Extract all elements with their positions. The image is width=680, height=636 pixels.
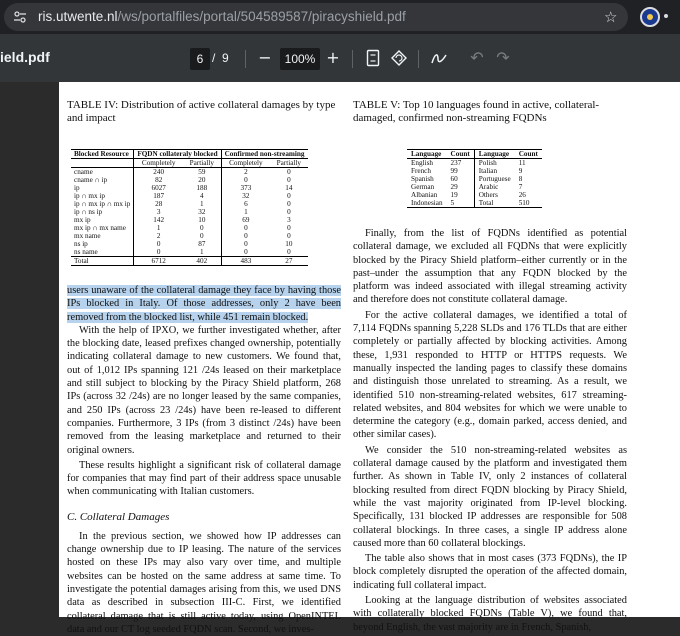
table5-cell: 11 bbox=[518, 159, 526, 167]
paragraph: With the help of IPXO, we further investigated whether, after the blocking date, leased prefixes changed ownership, potentially indicating collateral damage to new customers. We found that, out of 1,012 IPs spanning 121 /24s leased on their marketplace and still subject to blocking by the Piracy Shield platform, 268 IPs (across 32 /24s) are no longer leased by the same companies, and 250 IPs (across 23 /24s) have been re-leased to different companies. Furthermore, 3 IPs (from 3 distinct /24s) have been removed from the leasing marketplace and returned to their original owners. bbox=[67, 324, 341, 456]
table4-cell: 0 bbox=[244, 240, 248, 248]
table5-cell: Portuguese bbox=[478, 175, 511, 183]
text-selection[interactable]: users unaware of the collateral damage they face by having those IPs blocked in Italy. Of those addresses, only 2 have been removed from the blocked list, while 451 remain blocked. bbox=[67, 285, 341, 323]
fit-page-icon[interactable] bbox=[362, 46, 384, 70]
table5-cell: Indonesian bbox=[407, 199, 447, 208]
table4-cell: ns name bbox=[71, 248, 134, 257]
table5-cell: Albanian bbox=[411, 191, 438, 199]
table4-cell: 1 bbox=[244, 208, 248, 216]
table4-row bbox=[71, 184, 308, 192]
paragraph: Looking at the language distribution of websites associated with collaterally blocked FQDNs (Table V), we found that, beyond English, the vast majority are in French, Spanish, bbox=[353, 595, 627, 633]
zoom-out-button[interactable]: − bbox=[258, 48, 272, 67]
table4-cell: 1 bbox=[183, 248, 221, 257]
table4-cell: 10 bbox=[183, 216, 221, 224]
table4-cell: 188 bbox=[183, 184, 221, 192]
section-heading: C. Collateral Damages bbox=[67, 510, 170, 523]
table4-row bbox=[71, 240, 308, 248]
table5-cell: 7 bbox=[518, 183, 523, 191]
page-separator: / bbox=[212, 51, 216, 65]
table4-cell: 32 bbox=[183, 208, 221, 216]
zoom-in-button[interactable]: + bbox=[326, 48, 340, 67]
table5-header: Language bbox=[407, 150, 447, 159]
table4-cell: 28 bbox=[155, 200, 163, 208]
table4-cell: 0 bbox=[287, 248, 291, 256]
table5-cell: 5 bbox=[447, 199, 475, 208]
table5-cell: 29 bbox=[447, 183, 475, 191]
table4-row bbox=[71, 208, 308, 216]
table4-cell: 0 bbox=[183, 224, 221, 232]
table4-cell: mx name bbox=[71, 232, 134, 240]
table4-cell: 0 bbox=[156, 248, 161, 256]
table5-cell: Others bbox=[478, 191, 498, 199]
paragraph: In the previous section, we showed how IP addresses can change ownership due to IP leasing. The nature of the services hosted on these IPs may also vary over time, and multiple websites can be hosted on the same address at same time. To investigate the potential damages arising from this, we used DNS data as described in subsection III-C. First, we identified collateral damage that is still active today, using OpenINTEL data and our CT log seeded FQDN scan. Second, we inves- bbox=[67, 530, 341, 635]
table4-row bbox=[71, 200, 308, 208]
table4-cell: mx ip ∩ mx name bbox=[71, 224, 134, 232]
table4-cell: ip ∩ ns ip bbox=[71, 208, 134, 216]
table4-cell: 0 bbox=[156, 240, 161, 248]
pdf-toolbar bbox=[0, 34, 680, 82]
table4-row bbox=[71, 232, 308, 240]
table5-row bbox=[407, 175, 542, 183]
table4-cell: 69 bbox=[242, 216, 250, 224]
table5-cell: 510 bbox=[515, 199, 542, 208]
table5-cell: Arabic bbox=[478, 183, 499, 191]
table4-total-cell: 27 bbox=[270, 257, 307, 266]
table5-cell: English bbox=[411, 159, 433, 167]
bookmark-star-icon[interactable]: ☆ bbox=[604, 8, 618, 26]
table4-cell: 0 bbox=[287, 200, 291, 208]
table5-row bbox=[407, 199, 542, 208]
table5-cell: Italian bbox=[478, 167, 498, 175]
table5-header: Language bbox=[474, 150, 514, 159]
table4-header: Blocked Resource bbox=[71, 150, 134, 159]
table4-subheader: Partially bbox=[183, 159, 221, 168]
table4-cell: 59 bbox=[183, 168, 221, 177]
paragraph: Finally, from the list of FQDNs identified as potential collateral damage, we excluded all FQDNs that were explicitly blocked by the Piracy Shield platform–either currently or in the past–under the assumption that any FQDN blocked by the platform was indeed associated with illegal streaming activity and therefore does not constitute collateral damage. bbox=[353, 228, 627, 306]
table4-cell: 14 bbox=[285, 184, 293, 192]
table4-subheader: Partially bbox=[270, 159, 307, 168]
table4-row bbox=[71, 224, 308, 232]
table4-total-cell: 6712 bbox=[134, 257, 183, 266]
table5-cell: Spanish bbox=[411, 175, 434, 183]
table4-cell: 0 bbox=[287, 176, 291, 184]
table4-cell: 6027 bbox=[151, 184, 166, 192]
pdf-page bbox=[59, 82, 680, 635]
page-total: 9 bbox=[222, 51, 229, 65]
paragraph: We consider the 510 non-streaming-related websites as collateral damage caused by the platform and investigated them further. As shown in Table IV, only 2 instances of collateral blocking resulted from direct FQDN blocking by Piracy Shield, while the vast majority originated from IP-level blocking. Specifically, 131 blocked IP addresses are responsible for 508 collateral blockings. In three cases, a single IP address alone caused more than 60 collateral blockings. bbox=[353, 444, 627, 549]
draw-icon[interactable] bbox=[428, 46, 450, 70]
table4-cell: 0 bbox=[244, 232, 248, 240]
page-number-input[interactable]: 6 bbox=[190, 48, 210, 70]
table5-cell: German bbox=[411, 183, 435, 191]
url-text[interactable] bbox=[38, 9, 406, 24]
browser-address-bar bbox=[0, 0, 680, 34]
zoom-level-input[interactable]: 100% bbox=[280, 48, 320, 70]
table4-cell: 373 bbox=[240, 184, 252, 192]
table4-cell: mx ip bbox=[71, 216, 134, 224]
table4-cell: 1 bbox=[156, 224, 161, 232]
table4-cell: 0 bbox=[287, 208, 291, 216]
table4-cell: 2 bbox=[244, 168, 248, 176]
table4-row bbox=[71, 216, 308, 224]
table4-cell: 20 bbox=[183, 176, 221, 184]
table5-cell: 26 bbox=[518, 191, 526, 199]
table4-subheader: Completely bbox=[221, 159, 270, 168]
table4-cell: 2 bbox=[156, 232, 161, 240]
url-path: /ws/portalfiles/portal/504589587/piracyshield.pdf bbox=[117, 9, 406, 24]
table4-cell: 0 bbox=[287, 232, 291, 240]
table4-cell: ip ∩ mx ip ∩ mx ip bbox=[71, 200, 134, 208]
paragraph: The table also shows that in most cases (373 FQDNs), the IP block completely disrupted the operation of the affected domain, indicating full collateral impact. bbox=[353, 553, 627, 591]
omnibox[interactable] bbox=[4, 3, 628, 31]
table5 bbox=[407, 149, 542, 208]
table4-row bbox=[71, 248, 308, 257]
table5-header: Count bbox=[515, 150, 542, 159]
table4-cell: 3 bbox=[156, 208, 161, 216]
table4-cell: 240 bbox=[153, 168, 165, 176]
table4-caption: TABLE IV: Distribution of active collateral damages by type and impact bbox=[67, 99, 336, 124]
table4-cell: cname bbox=[71, 168, 134, 177]
table4-header: Confirmed non-streaming bbox=[221, 150, 307, 159]
table4 bbox=[71, 149, 308, 266]
table5-header: Count bbox=[447, 150, 475, 159]
menu-icon[interactable] bbox=[664, 14, 668, 18]
table5-cell: French bbox=[411, 167, 431, 175]
table4-cell: 4 bbox=[183, 192, 221, 200]
table5-cell: 60 bbox=[447, 175, 475, 183]
table4-cell: ns ip bbox=[71, 240, 134, 248]
table4-cell: cname ∩ ip bbox=[71, 176, 134, 184]
table4-header: FQDN collateraly blocked bbox=[134, 150, 221, 159]
table5-row bbox=[407, 191, 542, 199]
table5-cell: 9 bbox=[518, 167, 523, 175]
table5-cell: 237 bbox=[447, 159, 475, 168]
redo-icon[interactable]: ↷ bbox=[496, 48, 510, 67]
table5-cell: 19 bbox=[447, 191, 475, 199]
table4-cell: 10 bbox=[285, 240, 293, 248]
table5-cell: Total bbox=[474, 199, 514, 208]
table4-cell: 32 bbox=[242, 192, 250, 200]
toolbar-divider bbox=[245, 50, 246, 68]
table5-cell: Polish bbox=[478, 159, 497, 167]
table4-total-cell: 402 bbox=[183, 257, 221, 266]
table4-cell: 6 bbox=[244, 200, 248, 208]
url-host: ris.utwente.nl bbox=[38, 9, 118, 24]
table4-cell: 0 bbox=[287, 224, 291, 232]
rotate-icon[interactable] bbox=[388, 46, 410, 70]
table4-total-cell: Total bbox=[71, 257, 134, 266]
table4-row bbox=[71, 176, 308, 184]
table5-row bbox=[407, 159, 542, 168]
table4-cell: 87 bbox=[183, 240, 221, 248]
table5-row bbox=[407, 167, 542, 175]
table4-cell: 0 bbox=[244, 248, 248, 256]
table5-row bbox=[407, 183, 542, 191]
table4-cell: ip ∩ mx ip bbox=[71, 192, 134, 200]
table4-cell: 3 bbox=[287, 216, 291, 224]
left-column bbox=[67, 99, 341, 635]
table4-row bbox=[71, 168, 308, 177]
table5-cell: 8 bbox=[518, 175, 523, 183]
extension-icon[interactable] bbox=[640, 7, 660, 27]
table4-row bbox=[71, 192, 308, 200]
table4-cell: 0 bbox=[244, 224, 248, 232]
table4-cell: 0 bbox=[183, 232, 221, 240]
right-body-text bbox=[353, 227, 627, 634]
table4-cell: 1 bbox=[183, 200, 221, 208]
left-body-text bbox=[67, 284, 341, 636]
toolbar-divider bbox=[418, 50, 419, 68]
table4-total-cell: 483 bbox=[221, 257, 270, 266]
table4-cell: 142 bbox=[153, 216, 165, 224]
paragraph: These results highlight a significant risk of collateral damage for companies that may find part of their address space unusable when communicating with Italian customers. bbox=[67, 459, 341, 498]
table4-cell: 0 bbox=[287, 168, 291, 176]
right-column bbox=[353, 99, 627, 633]
toolbar-divider bbox=[352, 50, 353, 68]
table4-cell: 187 bbox=[153, 192, 165, 200]
table4-cell: 82 bbox=[155, 176, 163, 184]
table5-caption: TABLE V: Top 10 languages found in active, collateral-damaged, confirmed non-streaming FQDNs bbox=[353, 99, 600, 124]
table4-subheader bbox=[71, 159, 134, 168]
pdf-filename: ield.pdf bbox=[0, 49, 50, 65]
table4-cell: ip bbox=[71, 184, 134, 192]
highlighted-paragraph bbox=[67, 284, 341, 324]
table4-subheader: Completely bbox=[134, 159, 183, 168]
table4-cell: 0 bbox=[244, 176, 248, 184]
table4-cell: 0 bbox=[287, 192, 291, 200]
undo-icon[interactable]: ↶ bbox=[470, 48, 484, 67]
site-info-icon[interactable] bbox=[13, 10, 27, 24]
paragraph: For the active collateral damages, we identified a total of 7,114 FQDNs spanning 5,228 SLDs and 176 TLDs that are either completely or partially affected by blocking activities. Among these, 1,931 responded to HTTP or HTTPS requests. We manually inspected the landing pages to classify these domains and distinguish those unrelated to streaming. As a result, we identified 510 non-streaming-related websites, 617 streaming-related websites, and 804 websites for which we were unable to determine the category (e.g., domain parked, access denied, and other similar cases). bbox=[353, 309, 627, 441]
table5-cell: 99 bbox=[447, 167, 475, 175]
